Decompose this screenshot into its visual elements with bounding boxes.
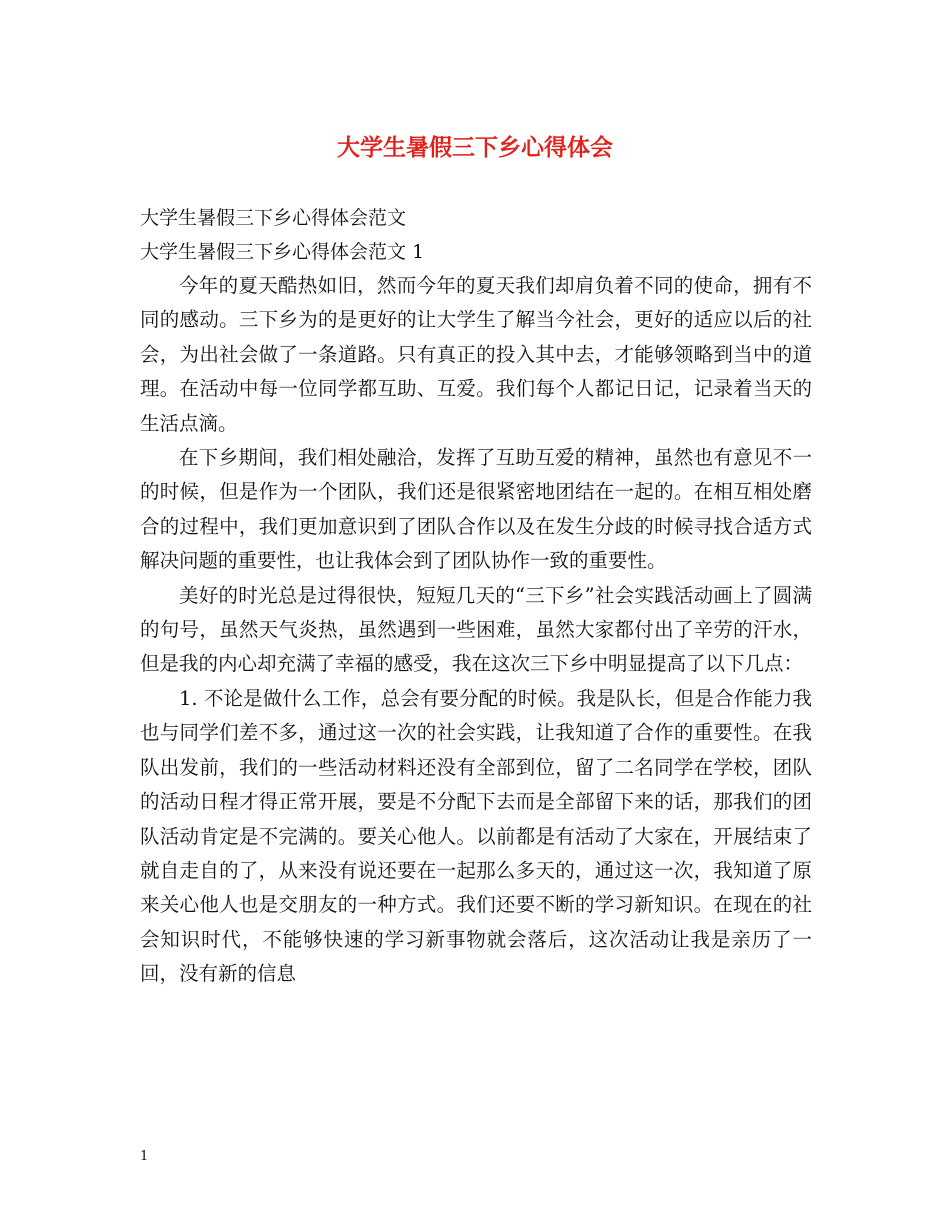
paragraph: 今年的夏天酷热如旧，然而今年的夏天我们却肩负着不同的使命，拥有不同的感动。三下乡为的是更好的让大学生了解当今社会，更好的适应以后的社会，为出社会做了一条道路。只有真正的投入其中去，才能够领略到当中的道理。在活动中每一位同学都互助、互爱。我们每个人都记日记，记录着当天的生活点滴。	[140, 274, 812, 435]
document-body	[140, 201, 812, 992]
paragraph: 1. 不论是做什么工作，总会有要分配的时候。我是队长，但是合作能力我也与同学们差不多，通过这一次的社会实践，让我知道了合作的重要性。在我队出发前，我们的一些活动材料还没有全部到位，留了二名同学在学校，团队的活动日程才得正常开展，要是不分配下去而是全部留下来的话，那我们的团队活动肯定是不完满的。要关心他人。以前都是有活动了大家在，开展结束了就自走自的了，从来没有说还要在一起那么多天的，通过这一次，我知道了原来关心他人也是交朋友的一种方式。我们还要不断的学习新知识。在现在的社会知识时代，不能够快速的学习新事物就会落后，这次活动让我是亲历了一回，没有新的信息	[140, 686, 812, 986]
document-title: 大学生暑假三下乡心得体会	[337, 134, 613, 161]
document-subtitle: 大学生暑假三下乡心得体会范文	[140, 207, 407, 229]
page-number: 1	[140, 1149, 149, 1164]
section-heading: 大学生暑假三下乡心得体会范文 1	[140, 241, 425, 263]
paragraph: 美好的时光总是过得很快，短短几天的“三下乡”社会实践活动画上了圆满的句号，虽然天气炎热，虽然遇到一些困难，虽然大家都付出了辛劳的汗水，但是我的内心却充满了幸福的感受，我在这次三下乡中明显提高了以下几点：	[140, 583, 812, 676]
paragraph: 在下乡期间，我们相处融洽，发挥了互助互爱的精神，虽然也有意见不一的时候，但是作为一个团队，我们还是很紧密地团结在一起的。在相互相处磨合的过程中，我们更加意识到了团队合作以及在发生分歧的时候寻找合适方式解决问题的重要性，也让我体会到了团队协作一致的重要性。	[140, 446, 812, 573]
